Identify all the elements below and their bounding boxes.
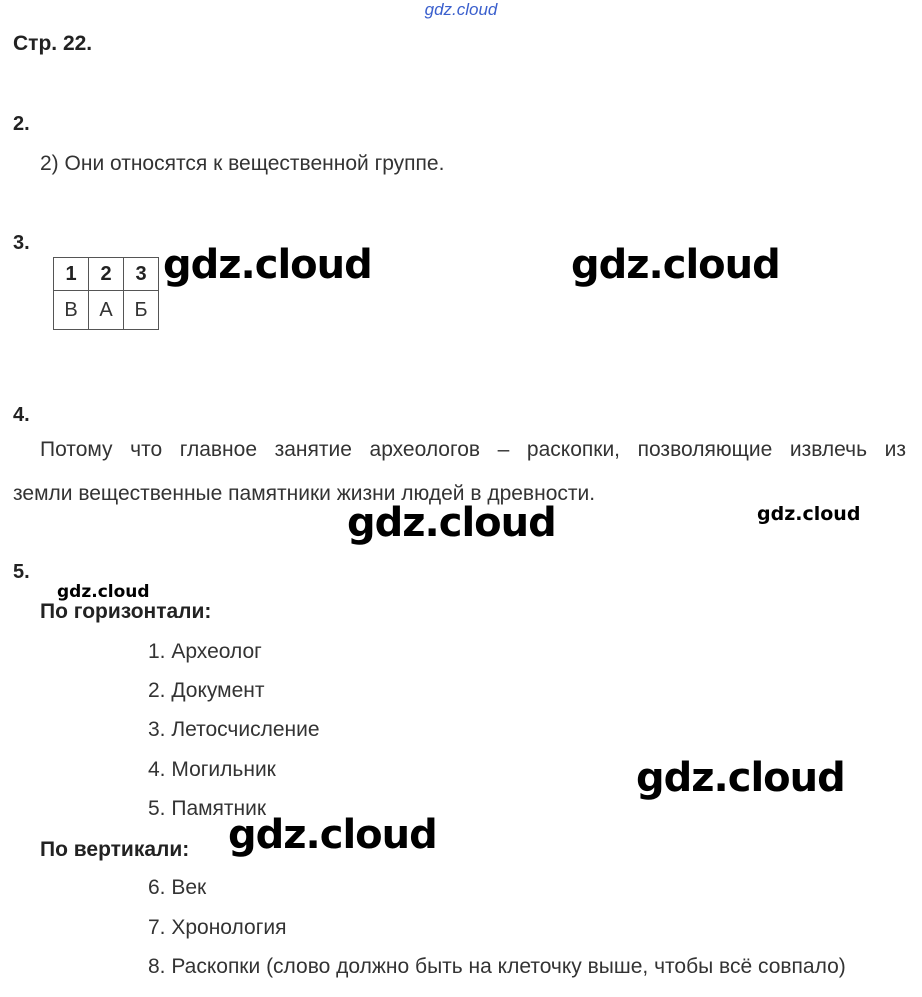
page-title: Стр. 22.: [13, 32, 93, 55]
answer-table-header-cell: 3: [124, 258, 159, 291]
horizontal-item: 2. Документ: [148, 679, 265, 702]
vertical-item: 6. Век: [148, 876, 207, 899]
watermark-text: gdz.cloud: [163, 242, 372, 288]
task-3-number: 3.: [13, 232, 30, 254]
horizontal-heading: По горизонтали:: [40, 600, 212, 623]
horizontal-item: 4. Могильник: [148, 758, 276, 781]
answer-table: [53, 257, 159, 330]
vertical-item: 8. Раскопки (слово должно быть на клеточку выше, чтобы всё совпало): [148, 955, 846, 978]
answer-table-header-row: [54, 258, 159, 291]
watermark-text: gdz.cloud: [571, 242, 780, 288]
answer-table-value-cell: Б: [124, 291, 159, 330]
vertical-item: 7. Хронология: [148, 916, 287, 939]
task-4-number: 4.: [13, 404, 30, 426]
answer-table-value-cell: А: [89, 291, 124, 330]
answer-table-header-cell: 1: [54, 258, 89, 291]
task-5-number: 5.: [13, 561, 30, 583]
task-4-answer-line-2: земли вещественные памятники жизни людей в древности.: [13, 482, 596, 505]
task-2-answer: 2) Они относятся к вещественной группе.: [40, 152, 445, 175]
watermark-text: gdz.cloud: [636, 755, 845, 801]
vertical-heading: По вертикали:: [40, 838, 190, 861]
watermark-text: gdz.cloud: [228, 812, 437, 858]
task-4-answer-line-1: Потому что главное занятие археологов – раскопки, позволяющие извлечь из: [40, 438, 906, 461]
horizontal-item: 3. Летосчисление: [148, 718, 320, 741]
horizontal-item: 5. Памятник: [148, 797, 267, 820]
answer-table-header-cell: 2: [89, 258, 124, 291]
horizontal-item: 1. Археолог: [148, 640, 262, 663]
task-2-number: 2.: [13, 113, 30, 135]
watermark-text: gdz.cloud: [347, 500, 556, 546]
answer-table-value-row: [54, 291, 159, 330]
answer-table-value-cell: В: [54, 291, 89, 330]
watermark-text: gdz.cloud: [757, 503, 861, 525]
top-watermark: gdz.cloud: [424, 0, 498, 19]
watermark-text: gdz.cloud: [57, 582, 150, 602]
